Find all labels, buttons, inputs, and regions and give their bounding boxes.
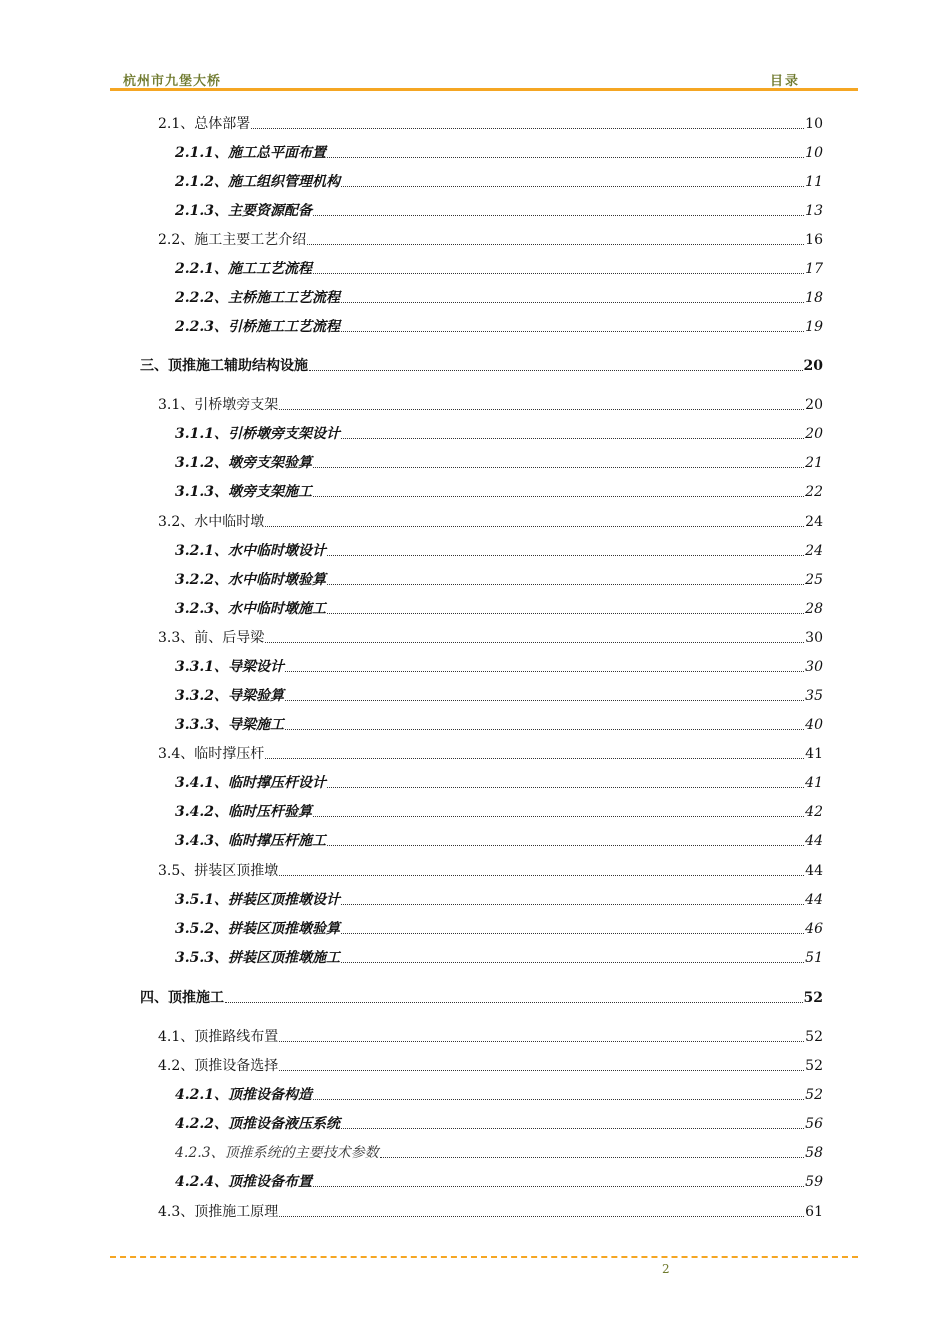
toc-entry-label: 四、顶推施工	[140, 990, 224, 1006]
toc-dot-leader	[225, 1000, 803, 1003]
toc-entry-label: 2.1、总体部署	[158, 116, 251, 132]
toc-entry[interactable]	[158, 861, 823, 881]
toc-entry[interactable]	[175, 1172, 823, 1192]
toc-entry-label: 三、顶推施工辅助结构设施	[140, 358, 308, 374]
toc-entry-page: 52	[805, 1029, 823, 1045]
toc-entry[interactable]	[175, 143, 823, 163]
toc-entry-page: 18	[805, 290, 823, 306]
toc-entry-label: 3.1、引桥墩旁支架	[158, 397, 279, 413]
toc-entry[interactable]	[175, 1085, 823, 1105]
toc-entry[interactable]	[175, 541, 823, 561]
toc-dot-leader	[313, 814, 804, 817]
toc-entry-label: 4.2.1、顶推设备构造	[175, 1087, 312, 1103]
toc-entry-page: 20	[805, 426, 823, 442]
toc-entry-page: 10	[805, 145, 823, 161]
toc-dot-leader	[341, 960, 804, 963]
toc-entry-label: 2.1.1、施工总平面布置	[175, 145, 326, 161]
toc-entry[interactable]	[175, 288, 823, 308]
toc-entry-label: 3.4、临时撑压杆	[158, 746, 265, 762]
toc-entry-label: 2.1.3、主要资源配备	[175, 203, 312, 219]
toc-entry[interactable]	[158, 395, 823, 415]
toc-entry[interactable]	[175, 570, 823, 590]
toc-entry[interactable]	[175, 890, 823, 910]
toc-entry-label: 3.5.3、拼装区顶推墩施工	[175, 950, 340, 966]
toc-entry-label: 3.2.3、水中临时墩施工	[175, 601, 326, 617]
toc-dot-leader	[341, 931, 804, 934]
toc-entry-page: 30	[805, 630, 823, 646]
toc-entry-label: 3.3.3、导梁施工	[175, 717, 284, 733]
toc-entry-page: 44	[805, 892, 823, 908]
toc-entry[interactable]	[175, 599, 823, 619]
toc-entry-page: 35	[805, 688, 823, 704]
toc-entry-page: 59	[805, 1174, 823, 1190]
toc-dot-leader	[341, 902, 804, 905]
toc-entry-label: 2.2.3、引桥施工工艺流程	[175, 319, 340, 335]
toc-dot-leader	[313, 271, 804, 274]
toc-entry-label: 3.5、拼装区顶推墩	[158, 863, 279, 879]
toc-entry-label: 3.3.1、导梁设计	[175, 659, 284, 675]
toc-entry-page: 20	[805, 397, 823, 413]
toc-entry[interactable]	[175, 1114, 823, 1134]
toc-entry-label: 3.4.2、临时压杆验算	[175, 804, 312, 820]
toc-dot-leader	[279, 1068, 804, 1071]
toc-entry-label: 4.2.3、顶推系统的主要技术参数	[175, 1145, 379, 1161]
toc-entry[interactable]	[175, 831, 823, 851]
toc-entry[interactable]	[175, 424, 823, 444]
toc-dot-leader	[307, 242, 804, 245]
toc-entry-page: 61	[805, 1204, 823, 1220]
toc-entry-label: 4.2.2、顶推设备液压系统	[175, 1116, 340, 1132]
toc-entry-label: 3.2.1、水中临时墩设计	[175, 543, 326, 559]
toc-entry-label: 4.3、顶推施工原理	[158, 1204, 279, 1220]
toc-dot-leader	[327, 611, 804, 614]
toc-entry[interactable]	[158, 114, 823, 134]
toc-dot-leader	[309, 368, 803, 371]
toc-dot-leader	[341, 1126, 804, 1129]
toc-entry-page: 42	[805, 804, 823, 820]
toc-dot-leader	[341, 329, 804, 332]
toc-entry[interactable]	[175, 259, 823, 279]
toc-entry[interactable]	[158, 230, 823, 250]
toc-dot-leader	[313, 213, 804, 216]
page-number: 2	[662, 1262, 670, 1276]
toc-entry-page: 24	[805, 514, 823, 530]
toc-entry-page: 28	[805, 601, 823, 617]
toc-entry[interactable]	[175, 919, 823, 939]
toc-dot-leader	[327, 785, 804, 788]
toc-entry-label: 2.1.2、施工组织管理机构	[175, 174, 340, 190]
toc-entry-page: 30	[805, 659, 823, 675]
toc-entry[interactable]	[175, 172, 823, 192]
toc-dot-leader	[313, 465, 804, 468]
toc-dot-leader	[327, 553, 804, 556]
toc-entry-page: 44	[805, 863, 823, 879]
toc-entry-label: 3.3.2、导梁验算	[175, 688, 284, 704]
toc-entry[interactable]	[140, 356, 823, 376]
toc-entry-label: 2.2.1、施工工艺流程	[175, 261, 312, 277]
toc-entry-page: 24	[805, 543, 823, 559]
toc-entry-page: 56	[805, 1116, 823, 1132]
toc-entry-label: 3.3、前、后导梁	[158, 630, 265, 646]
toc-entry-label: 4.2.4、顶推设备布置	[175, 1174, 312, 1190]
toc-entry-page: 52	[803, 990, 823, 1006]
toc-entry-label: 3.4.3、临时撑压杆施工	[175, 833, 326, 849]
toc-entry-page: 22	[805, 484, 823, 500]
toc-entry[interactable]	[175, 1143, 823, 1163]
toc-dot-leader	[341, 300, 804, 303]
toc-entry[interactable]	[175, 657, 823, 677]
toc-entry[interactable]	[175, 715, 823, 735]
toc-dot-leader	[313, 494, 804, 497]
toc-entry[interactable]	[175, 201, 823, 221]
toc-entry[interactable]	[158, 1202, 823, 1222]
toc-entry-page: 19	[805, 319, 823, 335]
toc-entry-page: 44	[805, 833, 823, 849]
toc-entry[interactable]	[158, 512, 823, 532]
toc-entry-label: 3.1.3、墩旁支架施工	[175, 484, 312, 500]
toc-entry[interactable]	[175, 802, 823, 822]
footer-divider	[110, 1256, 858, 1258]
toc-entry-page: 41	[805, 746, 823, 762]
toc-dot-leader	[285, 669, 804, 672]
toc-entry-label: 3.5.2、拼装区顶推墩验算	[175, 921, 340, 937]
toc-entry-page: 58	[805, 1145, 823, 1161]
toc-dot-leader	[279, 1214, 804, 1217]
toc-dot-leader	[380, 1155, 805, 1158]
toc-entry-label: 3.1.2、墩旁支架验算	[175, 455, 312, 471]
toc-entry-page: 11	[805, 174, 823, 190]
toc-dot-leader	[285, 727, 804, 730]
toc-entry-page: 52	[805, 1087, 823, 1103]
toc-entry-label: 2.2、施工主要工艺介绍	[158, 232, 307, 248]
toc-dot-leader	[327, 582, 804, 585]
toc-entry[interactable]	[175, 773, 823, 793]
toc-dot-leader	[265, 756, 804, 759]
toc-entry-page: 10	[805, 116, 823, 132]
toc-entry[interactable]	[175, 686, 823, 706]
toc-dot-leader	[313, 1184, 804, 1187]
toc-entry-page: 21	[805, 455, 823, 471]
toc-dot-leader	[265, 524, 804, 527]
toc-dot-leader	[279, 873, 804, 876]
toc-entry[interactable]	[175, 482, 823, 502]
toc-entry-label: 4.1、顶推路线布置	[158, 1029, 279, 1045]
toc-dot-leader	[285, 698, 804, 701]
toc-entry-label: 3.5.1、拼装区顶推墩设计	[175, 892, 340, 908]
toc-entry[interactable]	[175, 453, 823, 473]
toc-dot-leader	[327, 155, 804, 158]
toc-entry-page: 52	[805, 1058, 823, 1074]
toc-entry-page: 20	[803, 358, 823, 374]
toc-dot-leader	[279, 1039, 804, 1042]
header-section-title: 目录	[770, 74, 801, 89]
toc-entry-page: 25	[805, 572, 823, 588]
toc-dot-leader	[265, 640, 804, 643]
toc-dot-leader	[251, 126, 804, 129]
toc-entry-page: 13	[805, 203, 823, 219]
toc-entry[interactable]	[158, 744, 823, 764]
toc-entry[interactable]	[158, 1056, 823, 1076]
toc-entry-page: 16	[805, 232, 823, 248]
toc-entry[interactable]	[140, 988, 823, 1008]
toc-entry-label: 3.2.2、水中临时墩验算	[175, 572, 326, 588]
toc-dot-leader	[313, 1097, 804, 1100]
toc-entry-page: 46	[805, 921, 823, 937]
toc-entry-page: 51	[805, 950, 823, 966]
toc-entry-page: 40	[805, 717, 823, 733]
toc-dot-leader	[341, 436, 804, 439]
toc-entry-page: 17	[805, 261, 823, 277]
toc-entry-label: 3.1.1、引桥墩旁支架设计	[175, 426, 340, 442]
toc-entry-label: 3.2、水中临时墩	[158, 514, 265, 530]
header-project-title: 杭州市九堡大桥	[123, 74, 222, 89]
toc-entry-label: 2.2.2、主桥施工工艺流程	[175, 290, 340, 306]
toc-entry-label: 4.2、顶推设备选择	[158, 1058, 279, 1074]
toc-entry[interactable]	[158, 1027, 823, 1047]
toc-entry-label: 3.4.1、临时撑压杆设计	[175, 775, 326, 791]
toc-entry[interactable]	[175, 317, 823, 337]
toc-dot-leader	[279, 407, 804, 410]
toc-dot-leader	[341, 184, 804, 187]
toc-entry[interactable]	[175, 948, 823, 968]
toc-dot-leader	[327, 843, 804, 846]
toc-entry-page: 41	[805, 775, 823, 791]
toc-entry[interactable]	[158, 628, 823, 648]
